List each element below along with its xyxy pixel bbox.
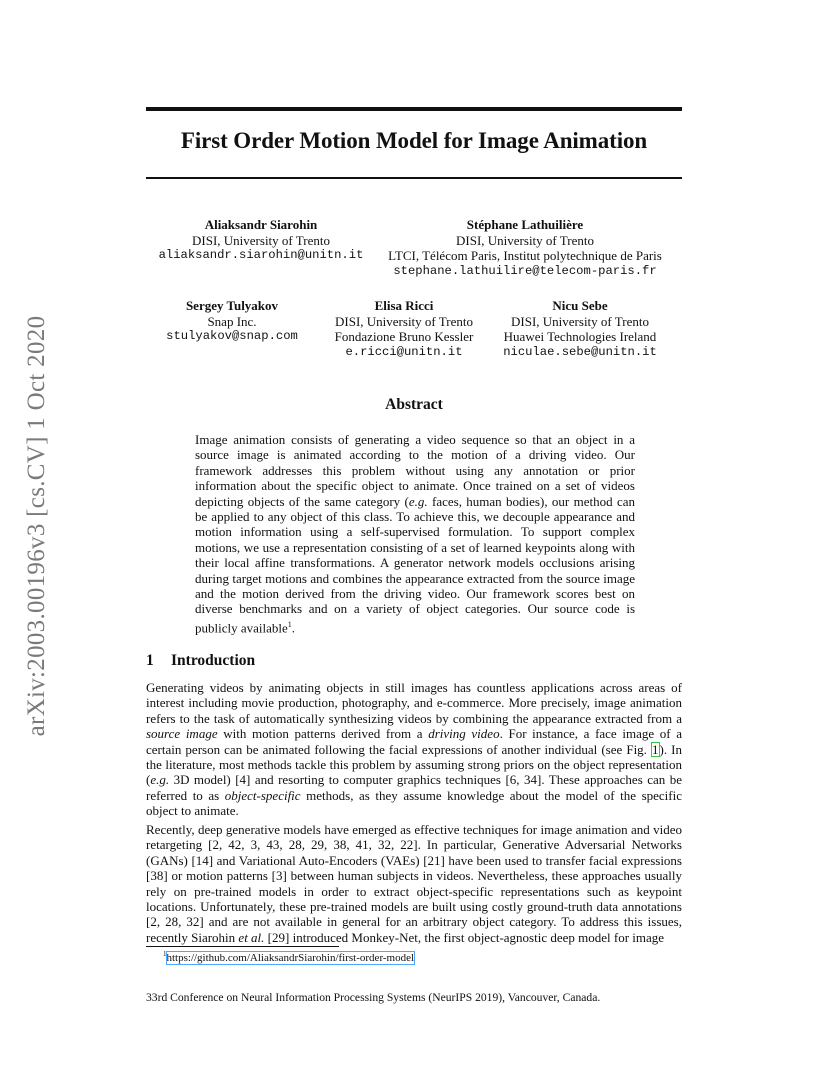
text: Generating videos by animating objects in still images has countless applications across areas of interest including movie production, photography, and e-commerce. More precisely, image animation refers to the task of automatically synthesizing videos by combining the appearance extracted from a xyxy=(146,680,682,726)
intro-paragraph-2 xyxy=(146,822,682,945)
author-email: niculae.sebe@unitn.it xyxy=(503,344,657,359)
abstract-heading: Abstract xyxy=(385,396,443,413)
author-affiliation: Snap Inc. xyxy=(207,313,257,329)
emphasis: e.g. xyxy=(150,772,170,788)
text: methods, as they assume knowledge about the model of the specific object to animate. xyxy=(146,787,682,819)
footnote-url-link[interactable]: https://github.com/AliaksandrSiarohin/first-order-model xyxy=(166,951,415,964)
text: Recently, deep generative models have emerged as effective techniques for image animation and video retargeting xyxy=(146,822,682,853)
author-name: Nicu Sebe xyxy=(552,298,608,313)
title-bottom-rule xyxy=(146,177,682,179)
author-email: stulyakov@snap.com xyxy=(166,329,298,343)
citation-link[interactable]: [6, 34] xyxy=(505,772,542,788)
emphasis: object-specific xyxy=(224,787,301,803)
intro-paragraph-1 xyxy=(146,680,682,819)
text: introduced Monkey-Net, the first object-agnostic deep model for image xyxy=(289,929,665,945)
author-siarohin xyxy=(146,217,376,264)
section-title: Introduction xyxy=(171,652,256,669)
author-email: e.ricci@unitn.it xyxy=(345,344,463,359)
author-affiliation: DISI, University of Trento xyxy=(511,313,649,329)
text: have been used to transfer facial expressions xyxy=(444,852,682,868)
footnote-rule xyxy=(146,946,339,947)
author-name: Elisa Ricci xyxy=(374,298,434,313)
text: and are not available in general for an arbitrary object category. To address this issues, recently Siarohin xyxy=(146,914,682,945)
abstract-end: . xyxy=(291,620,296,636)
citation-link[interactable]: [2, 28, 32] xyxy=(146,914,204,930)
abstract-text: faces, human bodies), our method can be applied to any object of this class. To achieve this, we decouple appearance and motion information using a self-supervised formulation. To support complex motions, we use a representation consisting of a set of learned keypoints along with their local affine transformations. A generator network models occlusions arising during target motions and combines the appearance extracted from the source image and the motion derived from the driving video. Our framework scores best on diverse benchmarks and on a variety of object categories. Our source code is publicly available xyxy=(195,493,636,636)
paper-title: First Order Motion Model for Image Animation xyxy=(180,128,648,153)
citation-link[interactable]: [14] xyxy=(191,852,214,868)
text: . In particular, Generative Adversarial Networks (GANs) xyxy=(146,837,682,868)
author-affiliation: LTCI, Télécom Paris, Institut polytechnique de Paris xyxy=(388,248,662,263)
author-affiliation: DISI, University of Trento xyxy=(456,232,594,248)
citation-link[interactable]: [29] xyxy=(267,929,290,945)
footnote-mark[interactable]: 1 xyxy=(287,619,292,629)
arxiv-stamp: arXiv:2003.00196v3 [cs.CV] 1 Oct 2020 xyxy=(23,315,50,737)
author-lathuiliere xyxy=(368,217,682,279)
text: between human subjects in videos. Nevertheless, these approaches usually rely on pre-trained models in order to extract object-specific representations such as keypoint locations. Unfortunately, these pre-trained models are built using costly ground-truth data annotations xyxy=(146,868,682,915)
author-affiliation: Fondazione Bruno Kessler xyxy=(334,329,474,344)
citation-link[interactable]: [38] xyxy=(146,868,168,884)
author-affiliation: DISI, University of Trento xyxy=(335,313,473,329)
abstract-eg: e.g. xyxy=(408,493,428,509)
text: . These approaches can be referred to as xyxy=(146,772,682,803)
citation-link[interactable]: [3] xyxy=(271,868,287,884)
citation-link[interactable]: [2, 42, 3, 43, 28, 29, 38, 41, 32, 22] xyxy=(208,837,418,853)
author-affiliation: DISI, University of Trento xyxy=(192,232,330,248)
text: with motion patterns derived from a xyxy=(217,726,429,742)
section-heading-introduction xyxy=(146,652,255,670)
text: and resorting to computer graphics techniques xyxy=(250,772,506,788)
venue-line: 33rd Conference on Neural Information Processing Systems (NeurIPS 2019), Vancouver, Canada. xyxy=(146,991,601,1004)
author-email: aliaksandr.siarohin@unitn.it xyxy=(158,248,364,262)
text: ). In the literature, most methods tackle this problem by assuming strong priors on the object representation ( xyxy=(146,741,682,788)
text: and Variational Auto-Encoders (VAEs) xyxy=(213,852,424,868)
emphasis: driving video xyxy=(428,726,500,742)
author-email: stephane.lathuilire@telecom-paris.fr xyxy=(393,263,657,278)
author-name: Sergey Tulyakov xyxy=(185,298,279,313)
footnote xyxy=(163,950,414,964)
author-name: Stéphane Lathuilière xyxy=(466,217,584,232)
author-sebe xyxy=(490,298,670,360)
section-number: 1 xyxy=(146,652,154,669)
footnote-number: 1 xyxy=(163,950,167,958)
figure-ref-link[interactable]: 1 xyxy=(652,741,659,757)
citation-link[interactable]: [4] xyxy=(235,772,251,788)
citation-link[interactable]: [21] xyxy=(423,852,445,868)
text: . For instance, a face image of a certain person can be animated following the facial expressions of another individual (see Fig. xyxy=(146,726,682,757)
author-ricci xyxy=(318,298,490,360)
author-tulyakov xyxy=(146,298,318,345)
text: 3D model) xyxy=(169,772,236,788)
abstract-text: Image animation consists of generating a video sequence so that an object in a source image is animated according to the motion of a driving video. Our framework addresses this problem without using any annotation or prior information about the specific object to animate. Once trained on a set of videos depicting objects of the same category ( xyxy=(195,432,635,509)
emphasis: et al. xyxy=(238,929,265,945)
abstract-body xyxy=(195,432,635,636)
emphasis: source image xyxy=(146,726,218,742)
author-name: Aliaksandr Siarohin xyxy=(204,217,318,232)
title-top-rule xyxy=(146,107,682,111)
author-affiliation: Huawei Technologies Ireland xyxy=(503,329,657,344)
text: or motion patterns xyxy=(167,868,272,884)
